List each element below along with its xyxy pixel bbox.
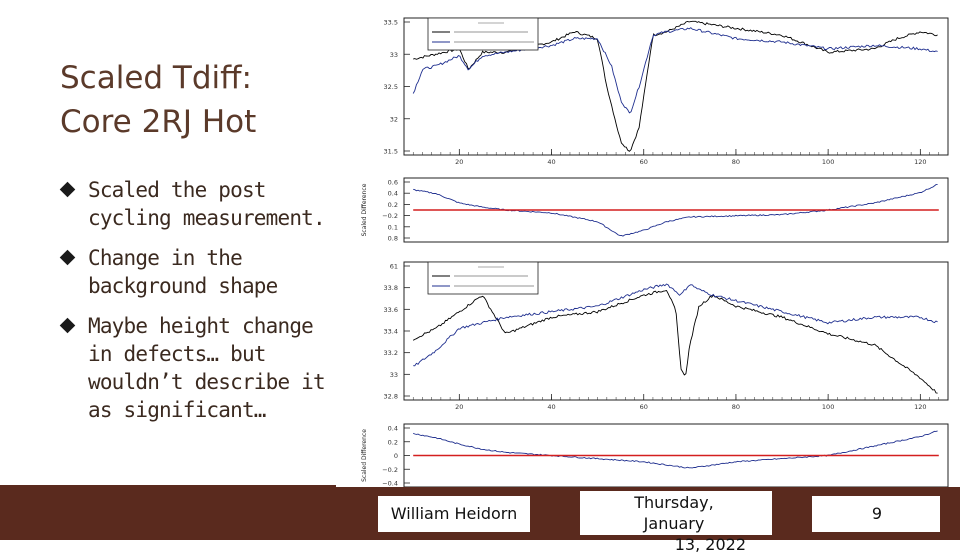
slide-title-line-1: Scaled Tdiff: — [60, 60, 252, 96]
chart-panel-1 — [384, 18, 948, 166]
y-axis-label: Scaled Difference — [361, 183, 368, 237]
y-tick-label: 0.4 — [387, 424, 398, 433]
bullet-text: Maybe height change in defects… but wouldn’t describe it as significant… — [88, 314, 325, 422]
footer-date-line-1: Thursday, January — [634, 493, 714, 533]
y-tick-label: 33.5 — [383, 18, 398, 27]
x-tick-label: 80 — [731, 403, 741, 411]
x-tick-label: 100 — [821, 403, 835, 411]
chart-panel-3 — [384, 262, 948, 411]
bullet-text: Scaled the post cycling measurement. — [88, 178, 325, 230]
y-tick-label: 33.4 — [383, 327, 398, 336]
y-tick-label: 33.6 — [383, 305, 398, 314]
footer-date — [580, 491, 772, 554]
chart-panel-4 — [361, 424, 948, 488]
bullet-text: Change in the background shape — [88, 246, 278, 298]
y-tick-label: −0.2 — [382, 465, 398, 474]
y-tick-label: 32 — [389, 115, 398, 124]
x-tick-label: 60 — [639, 403, 648, 411]
y-tick-label: 0.2 — [387, 200, 398, 209]
x-tick-label: 20 — [455, 158, 464, 166]
x-tick-label: 60 — [639, 158, 648, 166]
footer-date-line-2: 13, 2022 — [674, 535, 746, 554]
y-tick-label: 33 — [389, 370, 398, 379]
y-tick-label: 0.4 — [387, 189, 398, 198]
y-tick-label: 33.8 — [383, 284, 398, 293]
y-tick-label: 0.2 — [387, 438, 398, 447]
y-tick-label: 0.8 — [387, 234, 398, 243]
y-tick-label: 33.2 — [383, 349, 398, 358]
y-axis-label: Scaled Difference — [361, 429, 368, 482]
y-tick-label: 33 — [389, 50, 398, 59]
y-tick-label: 0 — [393, 452, 398, 460]
x-tick-label: 120 — [914, 158, 927, 166]
y-tick-label: 61 — [389, 262, 398, 271]
y-tick-label: 31.5 — [383, 147, 398, 156]
chart-panel-2 — [361, 178, 948, 243]
x-tick-label: 40 — [547, 158, 556, 166]
x-tick-label: 120 — [914, 403, 927, 411]
footer-page-number: 9 — [812, 496, 940, 532]
slide-title-line-2: Core 2RJ Hot — [60, 104, 257, 140]
y-tick-label: −0.4 — [382, 479, 398, 488]
y-tick-label: 32.5 — [383, 83, 398, 91]
y-tick-label: 32.8 — [383, 392, 398, 401]
x-tick-label: 40 — [547, 403, 556, 411]
x-tick-label: 80 — [731, 158, 741, 166]
x-tick-label: 100 — [821, 158, 835, 166]
y-tick-label: 0.6 — [387, 178, 398, 187]
x-tick-label: 20 — [455, 403, 464, 411]
y-tick-label: −0.2 — [382, 212, 398, 221]
footer-author: William Heidorn — [378, 496, 530, 532]
y-tick-label: 0.1 — [387, 223, 398, 232]
